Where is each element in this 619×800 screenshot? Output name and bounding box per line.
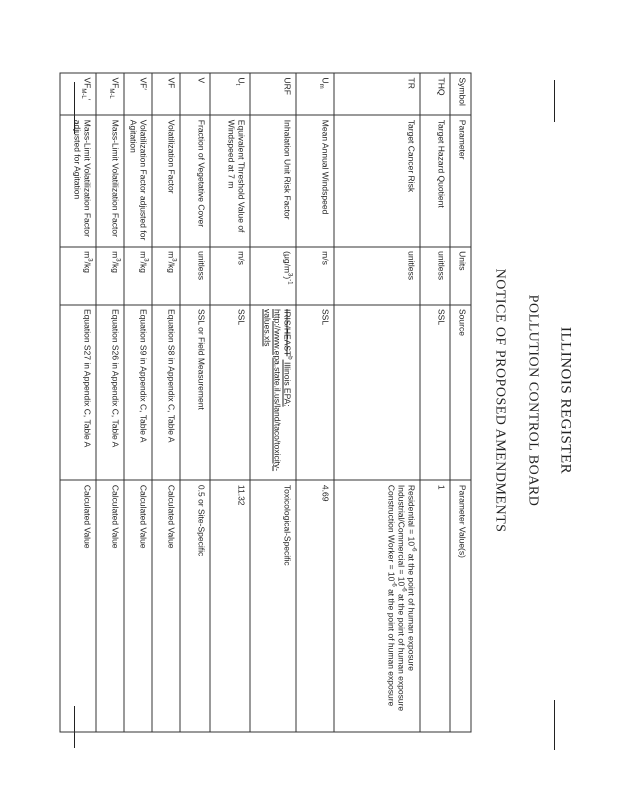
cell-parameter: Inhalation Unit Risk Factor: [250, 115, 296, 246]
cell-symbol: THQ: [420, 73, 450, 115]
cell-units: $m^3/kg$: [96, 246, 124, 304]
col-value: Parameter Value(s): [450, 480, 471, 732]
cell-parameter: Mean Annual Windspeed: [296, 115, 334, 246]
cell-symbol: VF: [152, 73, 180, 115]
col-parameter: Parameter: [450, 115, 471, 246]
table-row: [152, 73, 180, 732]
table-row: [210, 73, 250, 732]
cell-parameter: Target Cancer Risk: [334, 115, 420, 246]
cell-source: SSL: [420, 304, 450, 480]
cell-source: Equation S26 in Appendix C, Table A: [96, 304, 124, 480]
cell-value: [334, 480, 420, 732]
cell-source: IRIS/HEAST$^b$ Illinois EPA: http://www.epa.state.il.us/land/taco/toxicity-values.xls: [250, 304, 296, 480]
cell-source: SSL: [210, 304, 250, 480]
cell-parameter: Target Hazard Quotient: [420, 115, 450, 246]
cell-source: SSL: [296, 304, 334, 480]
value-residential: Residential = $10^{-6}$ at the point of human exposure: [406, 484, 416, 671]
cell-value: Calculated Value: [60, 480, 96, 732]
col-source: Source: [450, 304, 471, 480]
cell-value: 11.32: [210, 480, 250, 732]
cell-units: m/s: [210, 246, 250, 304]
board-title: POLLUTION CONTROL BOARD: [525, 294, 540, 506]
cell-units: unitless: [420, 246, 450, 304]
cell-value: 1: [420, 480, 450, 732]
cell-symbol: VF′: [124, 73, 152, 115]
cell-source: SSL or Field Measurement: [180, 304, 210, 480]
cell-parameter: Equivalent Threshold Value of Windspeed at 7 m: [210, 115, 250, 246]
cell-units: $(\mu g/m^3)^{-1}$: [250, 246, 296, 304]
cell-units: $m^3/kg$: [124, 246, 152, 304]
cell-parameter: Fraction of Vegetative Cover: [180, 115, 210, 246]
cell-parameter: Volatilization Factor adjusted for Agitation: [124, 115, 152, 246]
cell-units: unitless: [180, 246, 210, 304]
cell-units: $m^3/kg$: [60, 246, 96, 304]
cell-value: Calculated Value: [152, 480, 180, 732]
notice-title: NOTICE OF PROPOSED AMENDMENTS: [492, 268, 507, 532]
cell-units: $m^3/kg$: [152, 246, 180, 304]
cell-value: Toxicological-Specific: [250, 480, 296, 732]
cell-value: Calculated Value: [124, 480, 152, 732]
col-symbol: Symbol: [450, 73, 471, 115]
cell-value: Calculated Value: [96, 480, 124, 732]
cell-symbol: URF: [250, 73, 296, 115]
table-row: [96, 73, 124, 732]
value-industrial: Industrial/Commercial = $10^{-6}$ at the point of human exposure: [395, 484, 406, 711]
cell-value: 0.5 or Site-Specific: [180, 480, 210, 732]
table-row: [420, 73, 450, 732]
col-units: Units: [450, 246, 471, 304]
cell-symbol: TR: [334, 73, 420, 115]
cell-symbol: $U_m$: [296, 73, 334, 115]
cell-symbol: $VF_{M-L}$: [96, 73, 124, 115]
cell-source: Equation S9 in Appendix C, Table A: [124, 304, 152, 480]
cell-parameter: Volatilization Factor: [152, 115, 180, 246]
cell-parameter: Mass-Limit Volatilization Factor adjusted for Agitation: [60, 115, 96, 246]
register-title: ILLINOIS REGISTER: [557, 326, 573, 474]
table-row: [334, 73, 420, 732]
table-row: [296, 73, 334, 732]
cell-symbol: $VF_{M-L}'$: [60, 73, 96, 115]
toxicity-values-link[interactable]: Illinois EPA: http://www.epa.state.il.us/land/taco/toxicity-values.xls: [261, 308, 292, 471]
cell-symbol: V: [180, 73, 210, 115]
cell-units: m/s: [296, 246, 334, 304]
cell-value: 4.69: [296, 480, 334, 732]
table-row: [180, 73, 210, 732]
table-row: [124, 73, 152, 732]
table-row: [60, 73, 96, 732]
cell-source: [334, 304, 420, 480]
cell-source: Equation S8 in Appendix C, Table A: [152, 304, 180, 480]
cell-units: unitless: [334, 246, 420, 304]
parameter-table: [59, 72, 471, 732]
table-header-row: [450, 73, 471, 732]
value-construction: Construction Worker = $10^{-6}$ at the point of human exposure: [385, 484, 396, 706]
cell-source: Equation S27 in Appendix C, Table A: [60, 304, 96, 480]
table-row: [250, 73, 296, 732]
cell-symbol: $U_t$: [210, 73, 250, 115]
cell-parameter: Mass-Limit Volatilization Factor: [96, 115, 124, 246]
